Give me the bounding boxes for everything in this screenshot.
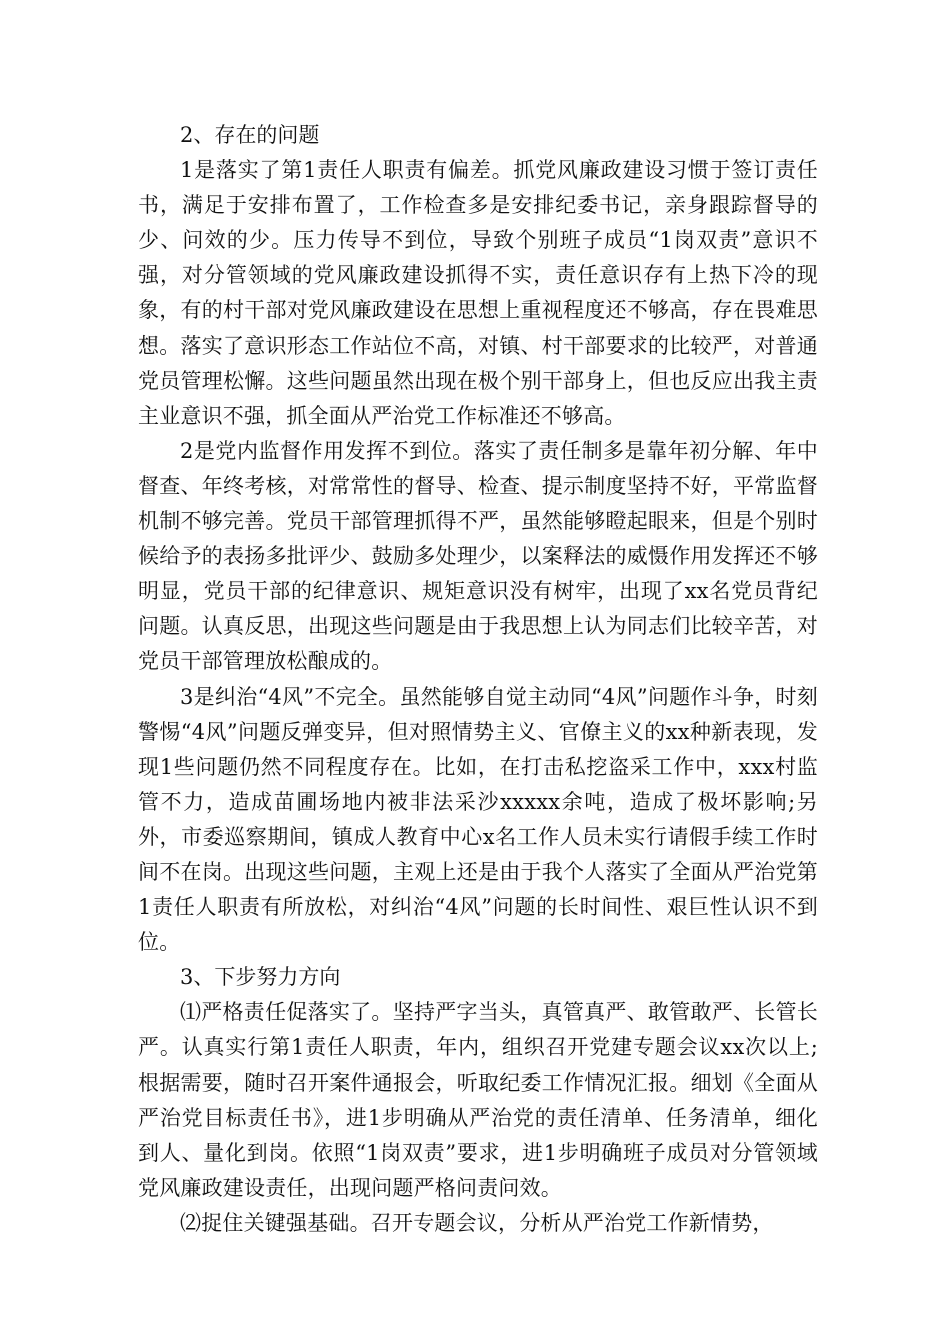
paragraph-supervision: 2是党内监督作用发挥不到位。落实了责任制多是靠年初分解、年中督查、年终考核，对常常性的督导、检查、提示制度坚持不好，平常监督机制不够完善。党员干部管理抓得不严，虽然能够瞪起眼来，但是个别时候给予的表扬多批评少、鼓励多处理少，以案释法的威慑作用发挥还不够明显，党员干部的纪律意识、规矩意识没有树牢，出现了xx名党员背纪问题。认真反思，出现这些问题是由于我思想上认为同志们比较辛苦，对党员干部管理放松酿成的。 [138, 438, 818, 674]
paragraph-key-foundation: ⑵捉住关键强基础。召开专题会议，分析从严治党工作新情势， [180, 1210, 774, 1235]
section-heading-direction: 3、下步努力方向 [180, 965, 341, 990]
paragraph-responsibility-deviation: 1是落实了第1责任人职责有偏差。抓党风廉政建设习惯于签订责任书，满足于安排布置了，工作检查多是安排纪委书记，亲身跟踪督导的少、问效的少。压力传导不到位，导致个别班子成员“1岗双责”意识不强，对分管领域的党风廉政建设抓得不实，责任意识存有上热下冷的现象，有的村干部对党风廉政建设在思想上重视程度还不够高，存在畏难思想。落实了意识形态工作站位不高，对镇、村干部要求的比较严，对普通党员管理松懈。这些问题虽然出现在极个别干部身上，但也反应出我主责主业意识不强，抓全面从严治党工作标准还不够高。 [138, 158, 818, 428]
document-body [138, 118, 818, 1241]
section-heading-problems: 2、存在的问题 [180, 123, 320, 147]
paragraph-strict-responsibility: ⑴严格责任促落实了。坚持严字当头，真管真严、敢管敢严、长管长严。认真实行第1责任人职责，年内，组织召开党建专题会议xx次以上;根据需要，随时召开案件通报会，听取纪委工作情况汇报。细划《全面从严治党目标责任书》，进1步明确从严治党的责任清单、任务清单，细化到人、量化到岗。依照“1岗双责”要求，进1步明确班子成员对分管领域党风廉政建设责任，出现问题严格问责问效。 [138, 1000, 818, 1200]
paragraph-four-winds: 3是纠治“4风”不完全。虽然能够自觉主动同“4风”问题作斗争，时刻警惕“4风”问题反弹变异，但对照情势主义、官僚主义的xx种新表现，发现1些问题仍然不同程度存在。比如，在打击私挖盗采工作中，xxx村监管不力，造成苗圃场地内被非法采沙xxxxx余吨，造成了极坏影响;另外，市委巡察期间，镇成人教育中心x名工作人员未实行请假手续工作时间不在岗。出现这些问题，主观上还是由于我个人落实了全面从严治党第1责任人职责有所放松，对纠治“4风”问题的长时间性、艰巨性认识不到位。 [138, 684, 818, 955]
